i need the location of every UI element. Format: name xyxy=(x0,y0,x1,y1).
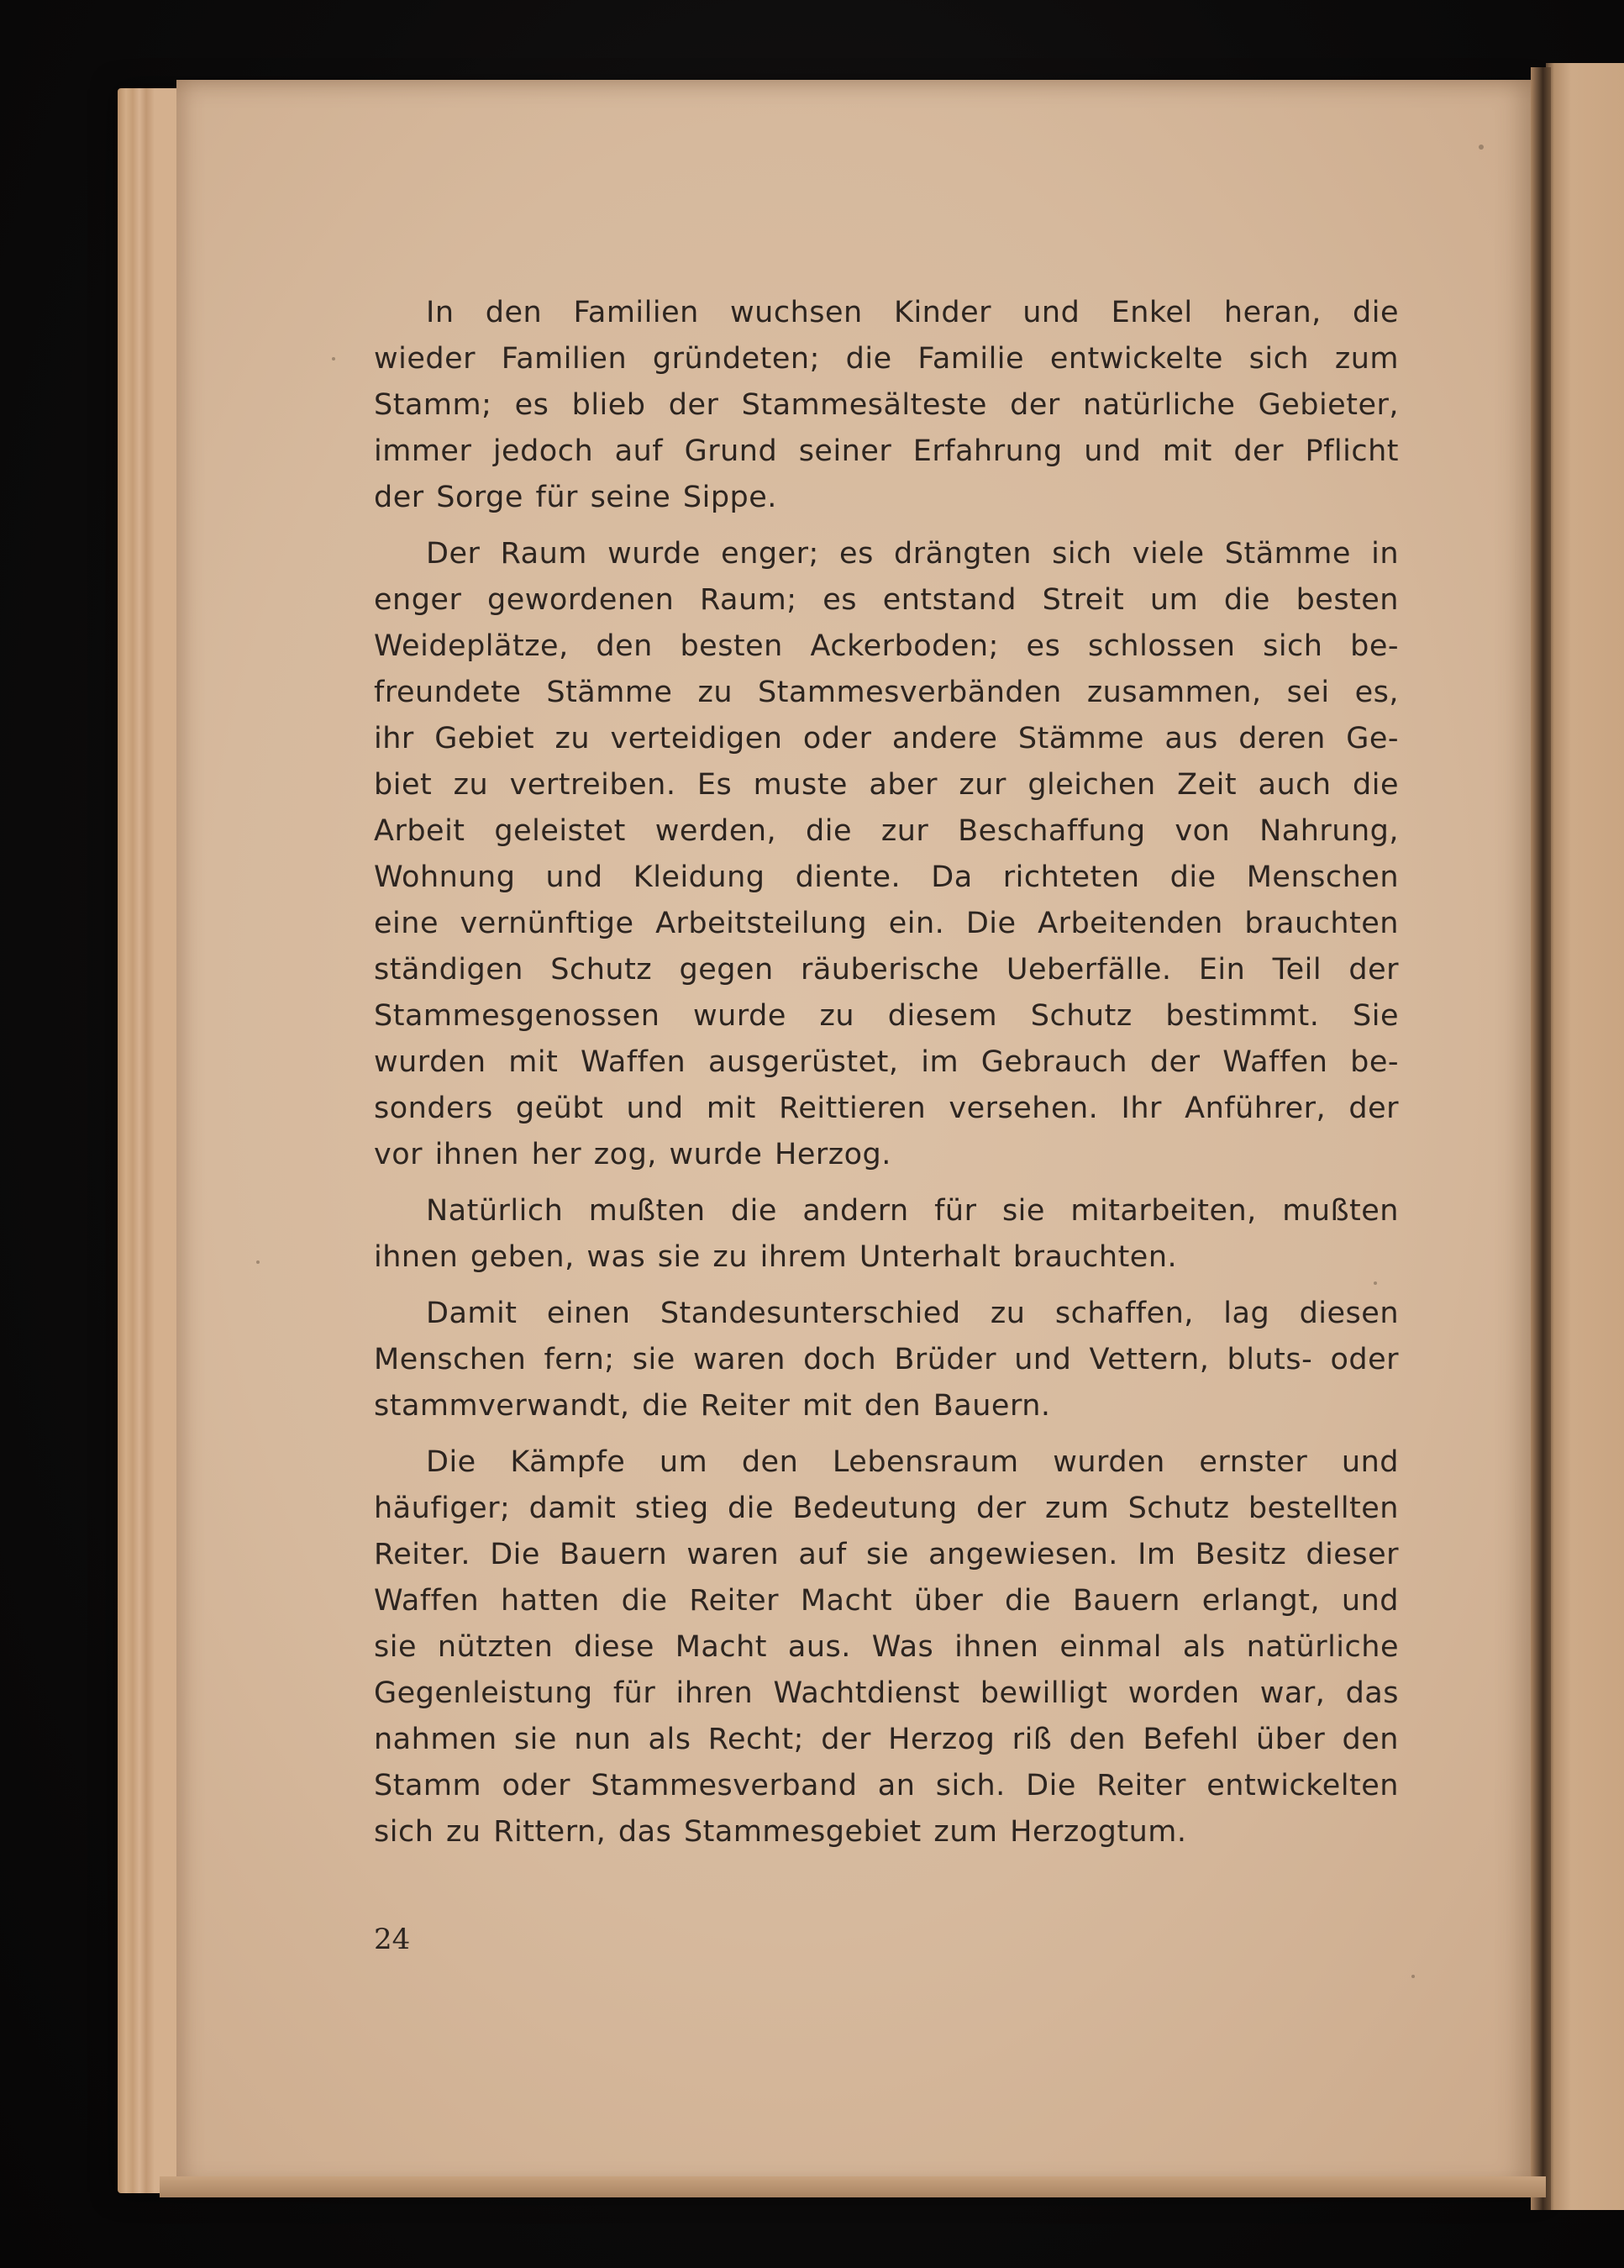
paper-speck xyxy=(1479,145,1484,150)
text-line: vor ihnen her zog, wurde Herzog. xyxy=(374,1138,891,1171)
text-line: Arbeit geleistet werden, die zur Beschaffung von Nahrung, xyxy=(374,814,1399,848)
paragraph-1 xyxy=(374,290,1399,521)
text-line: ständigen Schutz gegen räuberische Ueberfälle. Ein Teil der xyxy=(374,953,1399,987)
facing-page-edge xyxy=(1546,63,1624,2210)
text-line: der Sorge für seine Sippe. xyxy=(374,481,777,514)
text-line: In den Familien wuchsen Kinder und Enkel heran, die xyxy=(426,296,1399,329)
text-line: freundete Stämme zu Stammesverbänden zusammen, sei es, xyxy=(374,676,1399,709)
text-line: ihr Gebiet zu verteidigen oder andere Stämme aus deren Ge- xyxy=(374,722,1399,755)
text-line: Menschen fern; sie waren doch Brüder und Vettern, bluts- oder xyxy=(374,1343,1399,1376)
text-line: Weideplätze, den besten Ackerboden; es schlossen sich be- xyxy=(374,629,1399,663)
paper-speck xyxy=(332,357,335,360)
page-bottom-edge xyxy=(160,2176,1546,2197)
text-line: Der Raum wurde enger; es drängten sich viele Stämme in xyxy=(426,537,1399,571)
body-text xyxy=(374,290,1399,1865)
text-line: nahmen sie nun als Recht; der Herzog riß den Befehl über den xyxy=(374,1723,1399,1756)
text-line: wieder Familien gründeten; die Familie entwickelte sich zum xyxy=(374,342,1399,376)
text-line: Stamm oder Stammesverband an sich. Die Reiter entwickelten xyxy=(374,1769,1399,1802)
paragraph-4 xyxy=(374,1291,1399,1429)
paragraph-2 xyxy=(374,531,1399,1178)
text-line: sonders geübt und mit Reittieren versehen. Ihr Anführer, der xyxy=(374,1092,1399,1125)
text-line: Wohnung und Kleidung diente. Da richteten die Menschen xyxy=(374,860,1399,894)
text-line: Stamm; es blieb der Stammesälteste der natürliche Gebieter, xyxy=(374,388,1399,422)
paragraph-5 xyxy=(374,1439,1399,1855)
text-line: eine vernünftige Arbeitsteilung ein. Die Arbeitenden brauchten xyxy=(374,907,1399,940)
text-line: sich zu Rittern, das Stammesgebiet zum Herzogtum. xyxy=(374,1815,1187,1849)
text-line: Gegenleistung für ihren Wachtdienst bewilligt worden war, das xyxy=(374,1676,1399,1710)
paragraph-3 xyxy=(374,1188,1399,1281)
text-line: Stammesgenossen wurde zu diesem Schutz bestimmt. Sie xyxy=(374,999,1399,1033)
text-line: ihnen geben, was sie zu ihrem Unterhalt brauchten. xyxy=(374,1240,1178,1274)
page-number: 24 xyxy=(374,1923,411,1956)
text-line: stammverwandt, die Reiter mit den Bauern. xyxy=(374,1389,1051,1423)
text-line: Reiter. Die Bauern waren auf sie angewiesen. Im Besitz dieser xyxy=(374,1538,1399,1571)
paper-speck xyxy=(1411,1975,1415,1978)
text-line: Die Kämpfe um den Lebensraum wurden ernster und xyxy=(426,1445,1399,1479)
book-gutter xyxy=(1531,67,1551,2210)
paper-speck xyxy=(256,1260,260,1264)
text-line: immer jedoch auf Grund seiner Erfahrung und mit der Pflicht xyxy=(374,434,1399,468)
text-line: wurden mit Waffen ausgerüstet, im Gebrauch der Waffen be- xyxy=(374,1045,1399,1079)
text-line: biet zu vertreiben. Es muste aber zur gleichen Zeit auch die xyxy=(374,768,1399,802)
text-line: häufiger; damit stieg die Bedeutung der zum Schutz bestellten xyxy=(374,1492,1399,1525)
text-line: sie nützten diese Macht aus. Was ihnen einmal als natürliche xyxy=(374,1630,1399,1664)
text-line: Waffen hatten die Reiter Macht über die Bauern erlangt, und xyxy=(374,1584,1399,1618)
text-line: enger gewordenen Raum; es entstand Streit um die besten xyxy=(374,583,1399,617)
text-line: Damit einen Standesunterschied zu schaffen, lag diesen xyxy=(426,1297,1399,1330)
text-line: Natürlich mußten die andern für sie mitarbeiten, mußten xyxy=(426,1194,1399,1228)
